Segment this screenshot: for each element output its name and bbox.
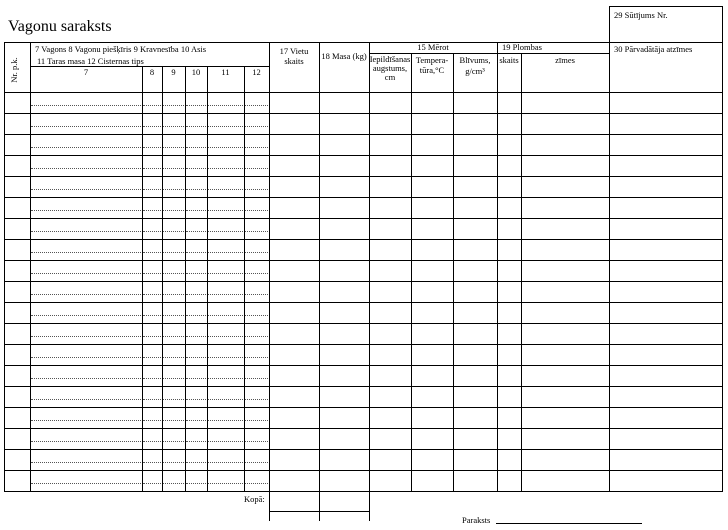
dotted-entry-line [31, 189, 141, 190]
dotted-entry-line [163, 252, 184, 253]
dotted-entry-line [31, 273, 141, 274]
sub-header-7: 7 [83, 67, 89, 77]
dotted-entry-line [163, 483, 184, 484]
dotted-entry-line [208, 147, 243, 148]
dotted-entry-line [163, 231, 184, 232]
dotted-entry-line [208, 378, 243, 379]
dotted-entry-line [143, 378, 161, 379]
dotted-entry-line [163, 168, 184, 169]
sub-header-12: 12 [252, 67, 261, 77]
dotted-entry-line [143, 252, 161, 253]
seal-count-header: skaits [499, 55, 519, 65]
row-separator [4, 260, 723, 261]
row-separator [4, 323, 723, 324]
dotted-entry-line [245, 336, 268, 337]
fill-height-header-3: cm [384, 72, 396, 82]
dotted-entry-line [245, 399, 268, 400]
dotted-entry-line [163, 189, 184, 190]
dotted-entry-line [163, 126, 184, 127]
dotted-entry-line [245, 483, 268, 484]
dotted-entry-line [31, 168, 141, 169]
row-separator [4, 365, 723, 366]
signature-line[interactable] [496, 523, 642, 524]
dotted-entry-line [143, 336, 161, 337]
dotted-entry-line [31, 336, 141, 337]
measured-header: 15 Mērot [417, 42, 449, 52]
dotted-entry-line [163, 357, 184, 358]
temperature-header-2: tūra,°C [419, 65, 445, 75]
dotted-entry-line [245, 273, 268, 274]
dotted-entry-line [208, 483, 243, 484]
dotted-entry-line [245, 105, 268, 106]
dotted-entry-line [163, 105, 184, 106]
dotted-entry-line [31, 441, 141, 442]
dotted-entry-line [31, 378, 141, 379]
group-header-line2: 11 Taras masa 12 Cisternas tips [37, 56, 144, 66]
fill-height-header-1: Iepildīšanas [369, 54, 411, 64]
dotted-entry-line [245, 147, 268, 148]
dotted-entry-line [31, 231, 141, 232]
dotted-entry-line [186, 147, 206, 148]
dotted-entry-line [245, 441, 268, 442]
dotted-entry-line [208, 420, 243, 421]
dotted-entry-line [186, 420, 206, 421]
dotted-entry-line [163, 336, 184, 337]
dotted-entry-line [143, 420, 161, 421]
dotted-entry-line [143, 168, 161, 169]
dotted-entry-line [208, 399, 243, 400]
dotted-entry-line [163, 273, 184, 274]
dotted-entry-line [208, 336, 243, 337]
row-separator [4, 407, 723, 408]
dotted-entry-line [208, 252, 243, 253]
sub-header-10: 10 [191, 67, 201, 77]
row-separator [4, 239, 723, 240]
row-separator [4, 428, 723, 429]
dotted-entry-line [186, 189, 206, 190]
sub-header-9: 9 [171, 67, 176, 77]
dotted-entry-line [143, 315, 161, 316]
dotted-entry-line [163, 420, 184, 421]
dotted-entry-line [186, 294, 206, 295]
dotted-entry-line [186, 357, 206, 358]
dotted-entry-line [208, 105, 243, 106]
dotted-entry-line [31, 252, 141, 253]
dotted-entry-line [31, 483, 141, 484]
dotted-entry-line [245, 420, 268, 421]
dotted-entry-line [245, 378, 268, 379]
dotted-entry-line [186, 231, 206, 232]
row-separator [4, 386, 723, 387]
nr-pk-header: Nr. p.k. [9, 57, 19, 83]
dotted-entry-line [186, 315, 206, 316]
shipment-label: 29 Sūtījums Nr. [614, 10, 668, 20]
row-separator [4, 281, 723, 282]
dotted-entry-line [208, 189, 243, 190]
dotted-entry-line [186, 441, 206, 442]
dotted-entry-line [143, 126, 161, 127]
dotted-entry-line [143, 147, 161, 148]
dotted-entry-line [245, 189, 268, 190]
row-separator [4, 197, 723, 198]
dotted-entry-line [31, 105, 141, 106]
row-separator [4, 155, 723, 156]
dotted-entry-line [245, 462, 268, 463]
density-header-1: Blīvums, [459, 55, 491, 65]
dotted-entry-line [143, 462, 161, 463]
dotted-entry-line [208, 126, 243, 127]
dotted-entry-line [31, 462, 141, 463]
dotted-entry-line [245, 126, 268, 127]
dotted-entry-line [186, 168, 206, 169]
dotted-entry-line [163, 315, 184, 316]
dotted-entry-line [208, 357, 243, 358]
dotted-entry-line [208, 168, 243, 169]
dotted-entry-line [186, 399, 206, 400]
seal-marks-header: zīmes [555, 55, 575, 65]
dotted-entry-line [143, 189, 161, 190]
dotted-entry-line [186, 462, 206, 463]
fill-height-header-2: augstums, [372, 63, 408, 73]
dotted-entry-line [186, 378, 206, 379]
row-separator [4, 449, 723, 450]
dotted-entry-line [143, 231, 161, 232]
dotted-entry-line [186, 105, 206, 106]
places-header-2: skaits [284, 56, 304, 66]
density-header-2: g/cm³ [465, 66, 485, 76]
dotted-entry-line [245, 252, 268, 253]
row-separator [4, 470, 723, 471]
dotted-entry-line [143, 294, 161, 295]
dotted-entry-line [31, 147, 141, 148]
page-title: Vagonu saraksts [8, 18, 112, 35]
dotted-entry-line [208, 441, 243, 442]
dotted-entry-line [163, 294, 184, 295]
dotted-entry-line [186, 483, 206, 484]
dotted-entry-line [31, 294, 141, 295]
group-header-line1: 7 Vagons 8 Vagonu piešķīris 9 Kravnesība 10 Asis [35, 44, 207, 54]
row-separator [4, 176, 723, 177]
dotted-entry-line [245, 168, 268, 169]
dotted-entry-line [163, 147, 184, 148]
total-label: Kopā: [244, 494, 265, 504]
dotted-entry-line [186, 336, 206, 337]
dotted-entry-line [143, 210, 161, 211]
places-header-1: 17 Vietu [279, 46, 309, 56]
carrier-notes-header: 30 Pārvadātāja atzīmes [614, 44, 693, 54]
dotted-entry-line [186, 273, 206, 274]
dotted-entry-line [143, 357, 161, 358]
dotted-entry-line [208, 315, 243, 316]
row-separator [4, 134, 723, 135]
dotted-entry-line [31, 357, 141, 358]
dotted-entry-line [143, 105, 161, 106]
dotted-entry-line [186, 126, 206, 127]
row-separator [4, 302, 723, 303]
dotted-entry-line [245, 231, 268, 232]
row-separator [4, 344, 723, 345]
sub-header-11: 11 [221, 67, 230, 77]
dotted-entry-line [245, 210, 268, 211]
row-separator [4, 113, 723, 114]
dotted-entry-line [143, 483, 161, 484]
dotted-entry-line [31, 315, 141, 316]
dotted-entry-line [245, 357, 268, 358]
seals-header: 19 Plombas [502, 42, 542, 52]
dotted-entry-line [163, 399, 184, 400]
dotted-entry-line [31, 399, 141, 400]
temperature-header-1: Tempera- [415, 55, 449, 65]
dotted-entry-line [245, 294, 268, 295]
dotted-entry-line [208, 462, 243, 463]
dotted-entry-line [31, 210, 141, 211]
dotted-entry-line [163, 441, 184, 442]
signature-label: Paraksts [462, 515, 491, 525]
dotted-entry-line [208, 294, 243, 295]
sub-header-8: 8 [149, 67, 155, 77]
dotted-entry-line [208, 273, 243, 274]
mass-header: 18 Masa (kg) [321, 51, 367, 61]
dotted-entry-line [163, 378, 184, 379]
dotted-entry-line [143, 273, 161, 274]
dotted-entry-line [31, 420, 141, 421]
dotted-entry-line [186, 252, 206, 253]
dotted-entry-line [163, 210, 184, 211]
dotted-entry-line [143, 441, 161, 442]
dotted-entry-line [208, 231, 243, 232]
dotted-entry-line [143, 399, 161, 400]
dotted-entry-line [163, 462, 184, 463]
dotted-entry-line [186, 210, 206, 211]
dotted-entry-line [31, 126, 141, 127]
dotted-entry-line [245, 315, 268, 316]
row-separator [4, 218, 723, 219]
dotted-entry-line [208, 210, 243, 211]
